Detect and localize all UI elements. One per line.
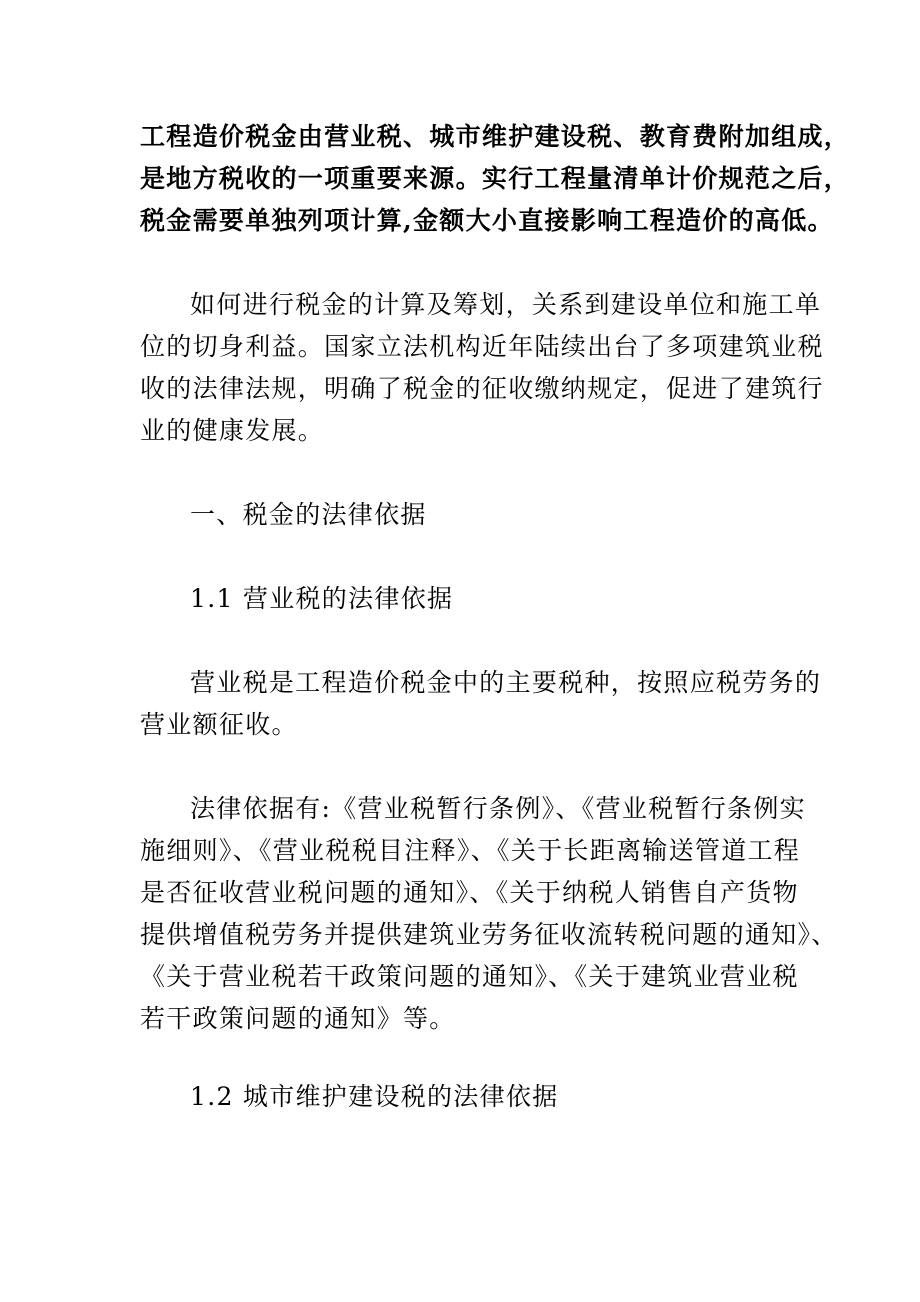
paragraph-legal-basis-line-5: 《关于营业税若干政策问题的通知》、《关于建筑业营业税 [140,962,799,991]
paragraph-business-tax-line-1: 营业税是工程造价税金中的主要税种，按照应税劳务的 [190,668,822,697]
paragraph-legal-basis-line-6: 若干政策问题的通知》等。 [140,1004,456,1033]
section-heading-1: 一、税金的法律依据 [190,500,427,529]
section-heading-1-2: 1.2 城市维护建设税的法律依据 [190,1082,559,1111]
paragraph-legal-basis-line-3: 是否征收营业税问题的通知》、《关于纳税人销售自产货物 [140,878,799,907]
paragraph-tax-planning-line-1: 如何进行税金的计算及筹划，关系到建设单位和施工单 [190,290,822,319]
paragraph-intro-line-1: 工程造价税金由营业税、城市维护建设税、教育费附加组成， [140,122,851,151]
section-heading-1-1: 1.1 营业税的法律依据 [190,584,454,613]
paragraph-tax-planning-line-2: 位的切身利益。国家立法机构近年陆续出台了多项建筑业税 [140,332,824,361]
paragraph-legal-basis-line-1: 法律依据有:《营业税暂行条例》、《营业税暂行条例实 [190,794,806,823]
paragraph-intro-line-2: 是地方税收的一项重要来源。实行工程量清单计价规范之后， [140,164,851,193]
paragraph-legal-basis-line-4: 提供增值税劳务并提供建筑业劳务征收流转税问题的通知》、 [140,920,838,949]
paragraph-legal-basis-line-2: 施细则》、《营业税税目注释》、《关于长距离输送管道工程 [140,836,801,865]
paragraph-business-tax-line-2: 营业额征收。 [140,710,298,739]
paragraph-tax-planning-line-3: 收的法律法规，明确了税金的征收缴纳规定，促进了建筑行 [140,374,824,403]
paragraph-intro-line-3: 税金需要单独列项计算,金额大小直接影响工程造价的高低。 [140,206,834,235]
paragraph-tax-planning-line-4: 业的健康发展。 [140,416,325,445]
